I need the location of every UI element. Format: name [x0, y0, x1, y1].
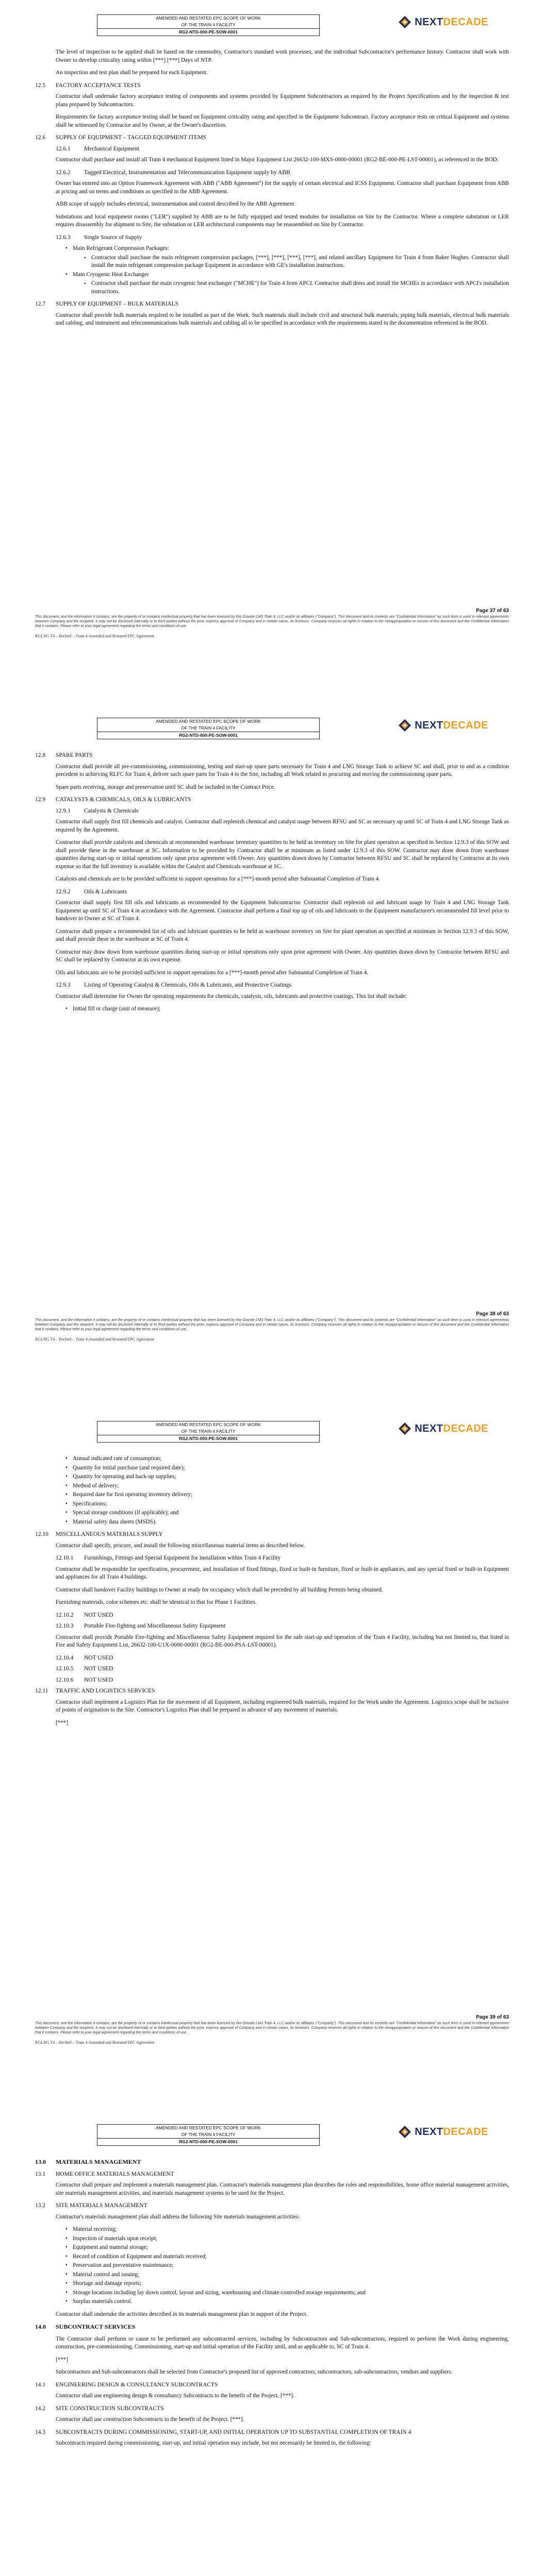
section-number: 12.10: [35, 1531, 48, 1537]
page-current: 37: [489, 608, 496, 614]
list-item: • Quantity for operating and back-up supplies;: [63, 1473, 509, 1481]
subsection-heading: [35, 1622, 509, 1631]
nextdecade-logo: [398, 1422, 488, 1435]
page-total: of 63: [497, 1311, 509, 1317]
section-heading: [35, 2405, 509, 2413]
subsection-heading: [35, 1665, 509, 1673]
subsection-number: 12.6.2: [56, 169, 71, 176]
paragraph: Contractor shall prepare and implement a materials management plan. Contractor's materials management plan describes the roles and responsibilities, home office material management activities, site materials management activities, and materials management systems to be used for the Project.: [56, 2182, 509, 2196]
subsection-title: Single Source of Supply: [84, 234, 142, 241]
section-number: 14.0: [35, 2323, 46, 2330]
document-page: [0, 703, 544, 1406]
paragraph: The level of inspection to be applied shall be based on the commodity, Contractor's standard work processes, and the individual Subcontractor's performance history. Contractor shall work with Owner to develop criticality rating within [***] [***] Days of NTP.: [56, 49, 509, 63]
sub-bullet-list: [73, 280, 509, 296]
nextdecade-logo: [398, 719, 488, 732]
page-body: [35, 1455, 509, 1727]
subsection-number: 12.9.1: [56, 807, 71, 814]
header-line-2: OF THE TRAIN 4 FACILITY: [181, 725, 236, 731]
page-footer: [35, 1311, 509, 1342]
paragraph: [***]: [56, 2356, 69, 2363]
section-title: MATERIALS MANAGEMENT: [56, 2158, 141, 2165]
section-heading: [35, 300, 509, 309]
subsection-title: NOT USED: [84, 1676, 113, 1683]
paragraph: Contractor shall supply first fill chemicals and catalyst. Contractor shall replenish chemical and catalyst usage between RFSU and SC as necessary up until SC of Train 4 and LNG Storage Tank as required by the Agreement.: [56, 819, 509, 833]
confidentiality-disclaimer: This document, and the information it contains, are the property of or contains intellectual property that has been licensed by Rio Grande LNG Train 4, LLC and/or its affiliates ("Company"). This document and its contents are "Confidential Information" as such term is used in relevant agreements between Company and the recipient. It may not be disclosed internally or to third parties without the prior, express approval of Company and in certain cases, its licensors. Company reserves all rights in relation to the misappropriation or misuse of this document and the Confidential Information that it contains. Please refer to your legal agreement regarding the terms and conditions of use.: [35, 615, 509, 628]
paragraph: Contractor may draw down from warehouse quantities during start-up or initial operations only upon prior agreement with Owner. Any quantities drawn down by Contractor between RFSU and SC shall be replaced by Contractor at its own expense.: [56, 948, 509, 963]
subsection-heading: [35, 145, 509, 154]
header-line-1: AMENDED AND RESTATED EPC SCOPE OF WORK: [156, 15, 261, 21]
list-item: • Material safety data sheets (MSDS).: [63, 1518, 509, 1527]
subsection-heading: [35, 1612, 509, 1620]
paragraph: Contractor shall provide catalysts and chemicals at recommended warehouse inventory quantities to be held as inventory on Site for plant operation as specified in Section 12.9.3 of this SOW and shall provide these in the warehouse at SC. Information to be provided by Contractor shall be at minimum as listed under 12.9.3 of this SOW. Contractor may draw down from warehouse quantities during start-up or initial operations only upon prior agreement with Owner. Any quantities drawn down by Contractor between RFSU and SC shall be replaced by Contractor at its own expense so that the full inventory is available within the Catalyst and Chemicals warehouse at SC.: [56, 839, 509, 870]
list-item: • Record of condition of Equipment and materials received;: [63, 2253, 509, 2261]
document-page: [0, 1406, 544, 2110]
confidentiality-disclaimer: This document, and the information it contains, are the property of or contains intellectual property that has been licensed by Rio Grande LNG Train 4, LLC and/or its affiliates ("Company"). This document and its contents are "Confidential Information" as such term is used in relevant agreements between Company and the recipient. It may not be disclosed internally or to third parties without the prior, express approval of Company and in certain cases, its licensors. Company reserves all rights in relation to the misappropriation or misuse of this document and the Confidential Information that it contains. Please refer to your legal agreement regarding the terms and conditions of use.: [35, 2022, 509, 2035]
page-label: Page: [476, 608, 488, 614]
paragraph: Spare parts receiving, storage and preservation until SC shall be included in the Contract Price.: [56, 784, 275, 790]
subsection-heading: [35, 888, 509, 896]
header-line-1: AMENDED AND RESTATED EPC SCOPE OF WORK: [156, 1422, 261, 1427]
page-current: 38: [489, 1311, 496, 1317]
list-item: [63, 245, 509, 270]
subsection-number: 12.10.1: [56, 1555, 74, 1561]
paragraph: Requirements for factory acceptance testing shall be based on Equipment criticality rating and specified in the Equipment Subcontract. Factory acceptance tests on critical Equipment and systems shall be witnessed by Contractor and by Owner, at the Owner's discretion.: [56, 114, 509, 128]
document-page: [0, 0, 544, 703]
agreement-title: RGLNG T4 – Bechtel – Train 4 Amended and Restated EPC Agreement: [35, 2040, 155, 2045]
paragraph: Contractor shall undertake factory acceptance testing of components and systems provided by Equipment Subcontractors as required by the Project Specifications and by the inspection & test plans prepared by Subcontractors.: [56, 93, 509, 108]
subsection-title: Catalysts & Chemicals: [84, 807, 139, 814]
nextdecade-logo: [398, 15, 488, 29]
nextdecade-logo-mark-icon: [398, 1422, 411, 1435]
header-line-2: OF THE TRAIN 4 FACILITY: [181, 22, 236, 27]
section-number: 13.2: [35, 2202, 46, 2209]
sub-list-item: ▪ Contractor shall purchase the main cryogenic heat exchanger ("MCHE") for Train 4 from APCI. Contractor shall dress and install the MCHEs in accordance with APCI's installation instructions.: [82, 280, 509, 296]
header-line-2: OF THE TRAIN 4 FACILITY: [181, 2132, 236, 2137]
page-footer: [35, 608, 509, 638]
section-number: 12.9: [35, 796, 46, 803]
section-heading: [35, 1687, 509, 1696]
paragraph: Contractor shall prepare a recommended list of oils and lubricant quantities to be held as warehouse inventory on Site for plant operation as specified at minimum in Section 12.9.3 of this SOW, and shall provide these in the warehouse at SC of Train 4.: [56, 928, 509, 942]
page-header: [35, 1421, 509, 1446]
paragraph: [***]: [56, 1719, 69, 1726]
list-item: • Material receiving;: [63, 2226, 509, 2234]
bullet-list: [35, 2226, 509, 2306]
section-title: SITE MATERIALS MANAGEMENT: [56, 2202, 147, 2209]
paragraph: An inspection and test plan shall be prepared for each Equipment.: [56, 70, 208, 76]
paragraph: Subcontracts required during commissioning, start-up, and initial operation may include, but not necessarily be limited to, the following:: [56, 2440, 371, 2446]
page-current: 39: [489, 2014, 496, 2020]
section-title: SITE CONSTRUCTION SUBCONTRACTS: [56, 2405, 164, 2412]
header-title-box: [97, 14, 320, 36]
subsection-title: Listing of Operating Catalyst & Chemicals, Oils & Lubricants, and Protective Coatings: [84, 982, 292, 988]
list-item: • Specifications;: [63, 1500, 509, 1509]
logo-text-decade: DECADE: [443, 2126, 488, 2138]
subsection-heading: [35, 981, 509, 990]
subsection-heading: [35, 1554, 509, 1563]
section-number: 13.0: [35, 2158, 46, 2165]
subsection-number: 12.10.6: [56, 1676, 74, 1683]
section-number: 12.8: [35, 752, 46, 758]
logo-wordmark: [415, 16, 488, 28]
paragraph: Contractor shall handover Facility buildings to Owner at ready for occupancy which shall be preceded by all building Permits being obtained.: [56, 1586, 383, 1593]
section-title: MISCELLANEOUS MATERIALS SUPPLY: [56, 1531, 163, 1537]
section-heading: [35, 2171, 509, 2179]
section-title: SUPPLY OF EQUIPMENT – TAGGED EQUIPMENT ITEMS: [56, 134, 207, 141]
subsection-title: NOT USED: [84, 1654, 113, 1661]
list-item-text: Main Refrigerant Compression Packages:: [73, 245, 169, 251]
nextdecade-logo: [398, 2125, 488, 2139]
paragraph: Contractor shall provide Portable Fire-fighting and Miscellaneous Safety Equipment required for the safe start-up and operation of the Train 4 Facility, including but not limited to, that listed in Fire and Safety Equipment List, 26632-100-U1X-0000-00001 (RG2-BE-000-PSA-LST-00001).: [56, 1634, 509, 1648]
header-title-box: [97, 1421, 320, 1443]
subsection-number: 12.9.3: [56, 982, 71, 988]
section-heading: [35, 2202, 509, 2210]
subsection-title: Tagged Electrical, Instrumentation and Telecommunication Equipment supply by ABB: [84, 169, 290, 176]
section-heading: [35, 752, 509, 760]
paragraph: Contractor shall implement a Logistics Plan for the movement of all Equipment, including engineered bulk materials, required for the Work under the Agreement. Logistics scope shall be inclusive of points of origination to the Site. Contractor's Logistics Plan shall be prepared in advance of any movement of materials.: [56, 1699, 509, 1713]
paragraph: Contractor shall be responsible for specification, procurement, and installation of fixed fittings, fixed or built-in furniture, fixed or built-in appliances, and any special fixed or built-in Equipment and appliances for all Train 4 buildings.: [56, 1566, 509, 1580]
subsection-heading: [35, 1676, 509, 1685]
page-number: [35, 2014, 509, 2020]
section-number: 14.3: [35, 2429, 46, 2435]
list-item: • Special storage conditions (if applicable); and: [63, 1509, 509, 1517]
list-item: • Method of delivery;: [63, 1482, 509, 1490]
paragraph: The Contractor shall perform or cause to be performed any subcontracted services, including by Subcontractors and Sub-subcontractors, required to perform the Work during engineering, construction, pre-commissioning, Commissioning, start-up and initial operation of the Facility until, and as applicable to, SC of Train 4.: [56, 2335, 509, 2350]
logo-wordmark: [415, 1423, 488, 1435]
list-item: • Inspection of materials upon receipt;: [63, 2235, 509, 2243]
section-number: 14.1: [35, 2381, 46, 2388]
section-title: FACTORY ACCEPTANCE TESTS: [56, 82, 141, 89]
paragraph: Catalysts and chemicals are to be provided sufficient to support operations for a [***]-month period after Substantial Completion of Train 4.: [56, 876, 380, 882]
list-item: • Preservation and preventative maintenance;: [63, 2262, 509, 2270]
subsection-title: NOT USED: [84, 1612, 113, 1618]
sub-list-item: ▪ Contractor shall purchase the main refrigerant compression packages, [***], [***], [***], [***], and related ancillary Equipment for Train 4 from Baker Hughes. Contractor shall install the main refrigerant compression package Equipment in accordance with GE's installation instructions.: [82, 254, 509, 270]
subsection-title: Oils & Lubricants: [84, 888, 127, 895]
nextdecade-logo-mark-icon: [398, 2125, 411, 2139]
header-line-2: OF THE TRAIN 4 FACILITY: [181, 1429, 236, 1434]
agreement-title: RGLNG T4 – Bechtel – Train 4 Amended and Restated EPC Agreement: [35, 634, 155, 638]
section-number: 14.2: [35, 2405, 46, 2412]
list-item: • Annual indicated rate of consumption;: [63, 1455, 509, 1463]
section-title: TRAFFIC AND LOGISTICS SERVICES: [56, 1688, 155, 1694]
logo-text-next: NEXT: [415, 719, 443, 731]
subsection-title: Furnishings, Fittings and Special Equipment for installation within Train 4 Facility: [84, 1555, 281, 1561]
list-item: • Initial fill or charge (unit of measure);: [63, 1005, 509, 1013]
subsection-title: NOT USED: [84, 1666, 113, 1672]
document-code: RG2-NTD-000-PE-SOW-0001: [97, 2138, 319, 2145]
subsection-heading: [35, 807, 509, 816]
page-number: [35, 608, 509, 614]
document-code: RG2-NTD-000-PE-SOW-0001: [97, 28, 319, 36]
section-title: HOME OFFICE MATERIALS MANAGEMENT: [56, 2171, 174, 2177]
subsection-heading: [35, 169, 509, 177]
section-title: SUPPLY OF EQUIPMENT – BULK MATERIALS: [56, 301, 179, 307]
page-header: [35, 14, 509, 39]
paragraph: Contractor shall provide all pre-commissioning, commissioning, testing and start-up spare parts necessary for Train 4 and LNG Storage Tank to achieve SC and shall, prior to and as a condition precedent to achieving RLFC for Train 4, deliver such spare parts for Train 4 to the Site, including all Work related to procuring and moving the commissioning spare parts.: [56, 763, 509, 777]
page-label: Page: [476, 1311, 488, 1317]
section-number: 12.11: [35, 1688, 48, 1694]
page-number: [35, 1311, 509, 1317]
logo-wordmark: [415, 2126, 488, 2138]
section-heading: [35, 2429, 509, 2437]
paragraph: Oils and lubricants are to be provided sufficient to support operations for a [***]-month period after Substantial Completion of Train 4.: [56, 969, 368, 976]
header-line-1: AMENDED AND RESTATED EPC SCOPE OF WORK: [156, 719, 261, 724]
logo-text-next: NEXT: [415, 16, 443, 28]
section-heading: [35, 82, 509, 90]
page-total: of 63: [497, 608, 509, 614]
page-total: of 63: [497, 2014, 509, 2020]
paragraph: Contractor shall purchase and install all Train 4 mechanical Equipment listed in Major Equipment List 26632-100-MXS-0000-00001 (RG2-BE-000-PE-LST-00001), as referenced in the BOD.: [56, 157, 499, 163]
subsection-number: 12.10.2: [56, 1612, 74, 1618]
section-number: 12.5: [35, 82, 46, 89]
subsection-number: 12.10.4: [56, 1654, 74, 1661]
subsection-number: 12.10.5: [56, 1666, 74, 1672]
logo-text-decade: DECADE: [443, 719, 488, 731]
paragraph: Furnishing materials, color schemes etc. shall be identical to that for Phase 1 Facilities.: [56, 1599, 257, 1605]
paragraph: Contractor shall use construction Subcontracts to the benefit of the Project. [***].: [56, 2416, 244, 2422]
list-item: • Storage locations including lay down control, layout and sizing, warehousing and climate-controlled storage requirements; and: [63, 2289, 509, 2297]
section-heading: [35, 2158, 509, 2166]
nextdecade-logo-mark-icon: [398, 15, 411, 29]
list-item: • Equipment and material storage;: [63, 2244, 509, 2252]
logo-wordmark: [415, 720, 488, 732]
paragraph: Contractor shall use engineering design & consultancy Subcontracts to the benefit of the Project. [***].: [56, 2393, 294, 2399]
subsection-number: 12.9.2: [56, 888, 71, 895]
list-item: • Surplus materials control.: [63, 2298, 509, 2306]
paragraph: Contractor's materials management plan shall address the following Site materials management activities:: [56, 2213, 300, 2220]
subsection-title: Portable Fire-fighting and Miscellaneous Safety Equipment: [84, 1623, 226, 1629]
header-title-box: [97, 718, 320, 739]
paragraph: ABB scope of supply includes electrical, instrumentation and control described by the ABB Agreement.: [56, 201, 296, 207]
subsection-title: Mechanical Equipment: [84, 145, 139, 152]
paragraph: Contractor shall specify, procure, and install the following miscellaneous material items as described below.: [56, 1542, 305, 1549]
section-heading: [35, 2381, 509, 2389]
subsection-heading: [35, 1654, 509, 1663]
bullet-list: [35, 245, 509, 296]
page-body: [35, 48, 509, 328]
section-heading: [35, 796, 509, 804]
subsection-number: 12.6.1: [56, 145, 71, 152]
subsection-heading: [35, 234, 509, 242]
list-item: • Material control and issuing;: [63, 2271, 509, 2279]
section-heading: [35, 1531, 509, 1539]
section-number: 12.6: [35, 134, 46, 141]
paragraph: Contractor shall undertake the activities described in its materials management plan in support of the Project.: [56, 2311, 308, 2317]
section-title: CATALYSTS & CHEMICALS, OILS & LUBRICANTS: [56, 796, 191, 803]
subsection-number: 12.6.3: [56, 234, 71, 241]
agreement-title: RGLNG T4 – Bechtel – Train 4 Amended and Restated EPC Agreement: [35, 1337, 155, 1342]
section-number: 12.7: [35, 301, 46, 307]
document-code: RG2-NTD-000-PE-SOW-0001: [97, 1435, 319, 1442]
paragraph: Owner has entered into an Option Framework Agreement with ABB ("ABB Agreement") for the supply of certain electrical and ICSS Equipment. Contractor shall purchase Equipment from ABB at pricing and on terms and conditions as specified in the ABB Agreement.: [56, 180, 509, 195]
document-code: RG2-NTD-000-PE-SOW-0001: [97, 732, 319, 739]
bullet-list: [35, 1005, 509, 1013]
paragraph: Substations and local equipment rooms ("LER") supplied by ABB are to be fully equipped and tested modules for installation on Site by the Contractor. Where a complete substation or LER requires disassembly for shipment to Site, the substation or LER architectural components may be reassembled on Site by Contractor.: [56, 213, 509, 228]
logo-text-next: NEXT: [415, 1422, 443, 1434]
list-item: [63, 271, 509, 296]
list-item-text: Main Cryogenic Heat Exchanger: [73, 271, 149, 278]
sub-bullet-list: [73, 254, 509, 270]
list-item: • Shortage and damage reports;: [63, 2280, 509, 2288]
section-title: SUBCONTRACTS DURING COMMISSIONING, START-UP, AND INITIAL OPERATION UP TO SUBSTANTIAL COMPLETION OF TRAIN 4: [56, 2429, 411, 2435]
bullet-list: [35, 1455, 509, 1526]
paragraph: Contractor shall supply first fill oils and lubricants as recommended by the Equipment Subcontractor. Contractor shall replenish oil and lubricant usage by Train 4 and LNG Storage Tank Equipment up until SC of Train 4 in accordance with the Agreement. Contractor shall perform a final top up of oils and lubricants to the Equipment manufacturer's recommended fill level prior to handover to Owner at SC of Train 4.: [56, 900, 509, 922]
paragraph: Subcontractors and Sub-subcontractors shall be selected from Contractor's proposed list of approved contractors, subcontractors, sub-subcontractors, vendors and suppliers.: [56, 2369, 453, 2375]
page-header: [35, 718, 509, 742]
page-header: [35, 2124, 509, 2149]
page-body: [35, 752, 509, 1013]
logo-text-decade: DECADE: [443, 1422, 488, 1434]
header-title-box: [97, 2124, 320, 2146]
list-item: • Quantity for initial purchase (and required date);: [63, 1464, 509, 1472]
list-item: • Required date for first operating inventory delivery;: [63, 1491, 509, 1499]
section-title: SPARE PARTS: [56, 752, 93, 758]
nextdecade-logo-mark-icon: [398, 719, 411, 732]
document-page: [0, 2110, 544, 2576]
paragraph: Contractor shall provide bulk materials required to be installed as part of the Work. Such materials shall include civil and structural bulk materials, piping bulk materials, electrical bulk materials and cabling, and instrument and telecommunications bulk materials and cabling all to be specified in accordance with the requirements stated in the documentation referenced in the BOD.: [56, 312, 509, 326]
subsection-number: 12.10.3: [56, 1623, 74, 1629]
logo-text-decade: DECADE: [443, 16, 488, 28]
page-label: Page: [476, 2014, 488, 2020]
confidentiality-disclaimer: This document, and the information it contains, are the property of or contains intellectual property that has been licensed by Rio Grande LNG Train 4, LLC and/or its affiliates ("Company"). This document and its contents are "Confidential Information" as such term is used in relevant agreements between Company and the recipient. It may not be disclosed internally or to third parties without the prior, express approval of Company and in certain cases, its licensors. Company reserves all rights in relation to the misappropriation or misuse of this document and the Confidential Information that it contains. Please refer to your legal agreement regarding the terms and conditions of use.: [35, 1318, 509, 1331]
logo-text-next: NEXT: [415, 2126, 443, 2138]
paragraph: Contractor shall determine for Owner the operating requirements for chemicals, catalysts, oils, lubricants and protective coatings. This list shall include:: [56, 993, 407, 999]
section-title: ENGINEERING DESIGN & CONSULTANCY SUBCONTRACTS: [56, 2381, 218, 2388]
header-line-1: AMENDED AND RESTATED EPC SCOPE OF WORK: [156, 2125, 261, 2130]
section-heading: [35, 134, 509, 142]
section-number: 13.1: [35, 2171, 46, 2177]
page-footer: [35, 2014, 509, 2045]
section-heading: [35, 2323, 509, 2331]
section-title: SUBCONTRACT SERVICES: [56, 2323, 136, 2330]
page-body: [35, 2158, 509, 2448]
